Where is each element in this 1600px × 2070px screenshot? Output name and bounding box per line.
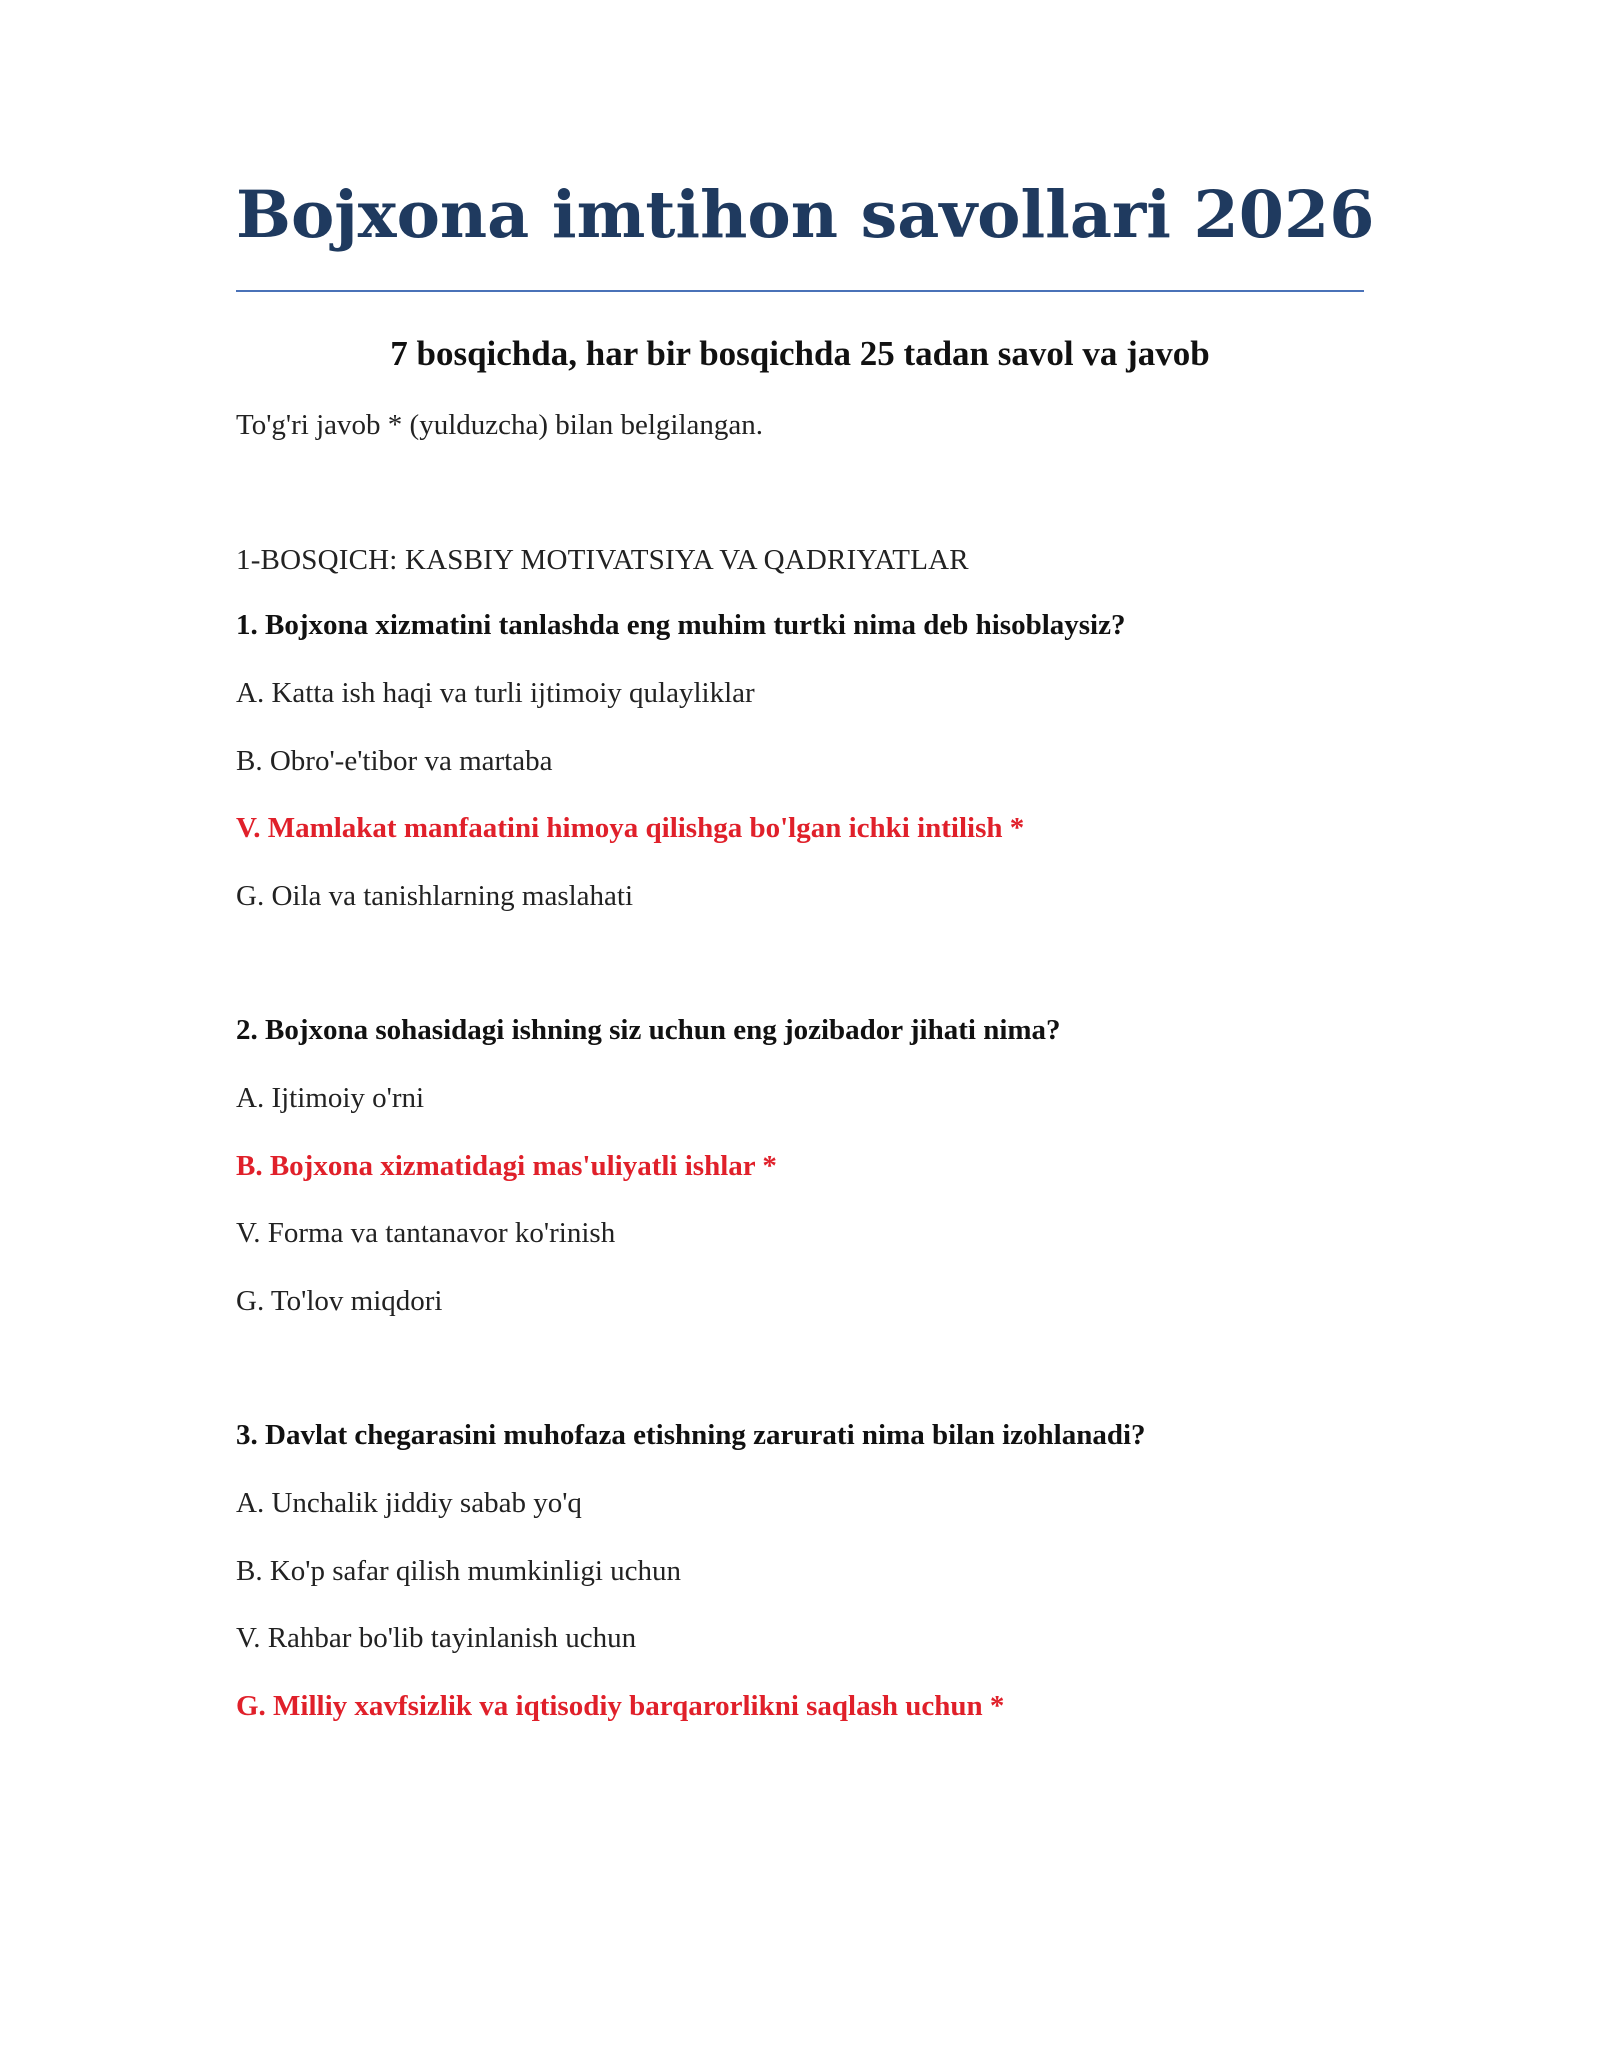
- question-text: 3. Davlat chegarasini muhofaza etishning zarurati nima bilan izohlanadi?: [236, 1419, 1146, 1451]
- answer-option-b: B. Ko'p safar qilish mumkinligi uchun: [236, 1554, 682, 1587]
- title-underline: [236, 290, 1364, 292]
- question-text: 2. Bojxona sohasidagi ishning siz uchun eng jozibador jihati nima?: [236, 1014, 1061, 1046]
- answer-option-a: A. Unchalik jiddiy sabab yo'q: [236, 1486, 582, 1519]
- answer-option-a: A. Katta ish haqi va turli ijtimoiy qulayliklar: [236, 676, 755, 709]
- answer-option-g: G. Oila va tanishlarning maslahati: [236, 880, 634, 913]
- answer-option-b: B. Bojxona xizmatidagi mas'uliyatli ishlar *: [236, 1149, 777, 1182]
- answer-option-b: B. Obro'-e'tibor va martaba: [236, 744, 553, 777]
- answer-option-g: G. Milliy xavfsizlik va iqtisodiy barqarorlikni saqlash uchun *: [236, 1690, 1005, 1723]
- stage-heading: 1-BOSQICH: KASBIY MOTIVATSIYA VA QADRIYATLAR: [236, 544, 969, 576]
- answer-option-a: A. Ijtimoiy o'rni: [236, 1081, 425, 1114]
- answer-option-v: V. Forma va tantanavor ko'rinish: [236, 1217, 616, 1250]
- answer-option-v: V. Rahbar bo'lib tayinlanish uchun: [236, 1622, 637, 1655]
- question-text: 1. Bojxona xizmatini tanlashda eng muhim turtki nima deb hisoblaysiz?: [236, 609, 1126, 641]
- answer-option-v: V. Mamlakat manfaatini himoya qilishga bo'lgan ichki intilish *: [236, 812, 1025, 845]
- document-title: Bojxona imtihon savollari 2026: [236, 177, 1375, 253]
- question-block-2: [236, 1013, 1376, 1319]
- answer-option-g: G. To'lov miqdori: [236, 1285, 443, 1318]
- intro-note: To'g'ri javob * (yulduzcha) bilan belgilangan.: [236, 409, 764, 441]
- question-block-3: [236, 1418, 1376, 1724]
- document-subtitle: 7 bosqichda, har bir bosqichda 25 tadan savol va javob: [390, 334, 1210, 373]
- question-block-1: [236, 608, 1376, 914]
